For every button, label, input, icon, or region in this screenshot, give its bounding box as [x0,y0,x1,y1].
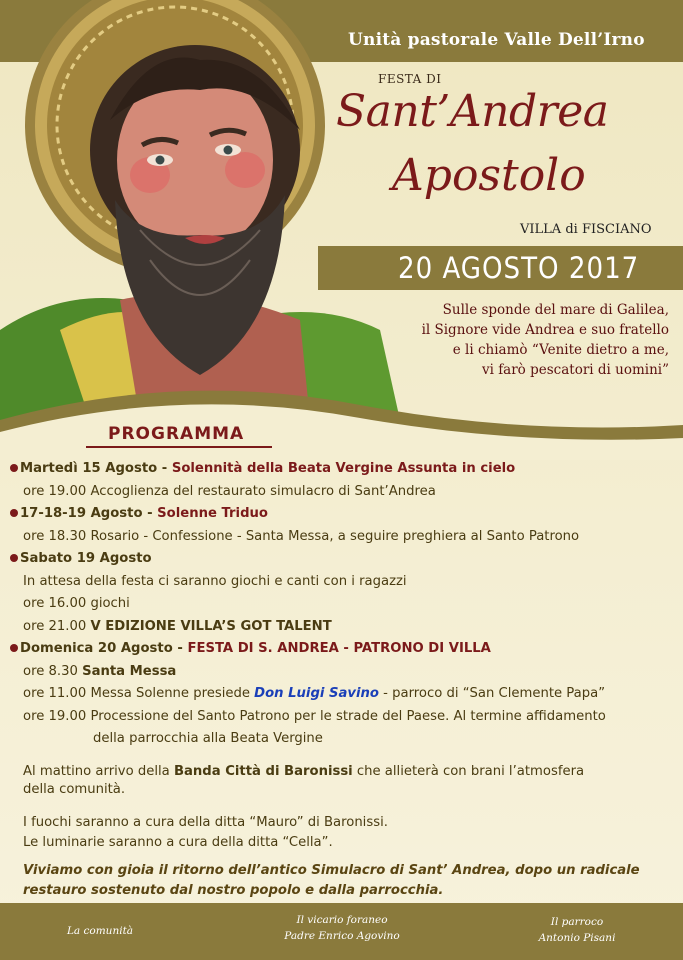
day-event: Solenne Triduo [157,506,268,521]
time: ore 21.00 [23,618,87,634]
event-date: 20 AGOSTO 2017 [398,251,640,285]
program-line: ore 18.30 Rosario - Confessione - Santa Messa, a seguire preghiera al Santo Patrono [23,528,580,544]
band-name: Banda Città di Baronissi [173,763,353,779]
program-day-2 [10,503,678,526]
program-title-underline [86,446,272,448]
place-label [520,222,652,237]
signature-role: Il parroco [550,916,604,928]
signature-name: Antonio Pisani [538,932,616,944]
bullet-icon [10,509,18,517]
signature-role: Il vicario foraneo [296,914,388,926]
time: ore 8.30 [23,663,78,679]
text: Processione del Santo Patrono per le strade del Paese. Al termine affidamento [90,708,606,724]
fireworks-note: I fuochi saranno a cura della ditta “Mauro” di Baronissi. [23,814,388,830]
day-date: Martedì 15 Agosto - [20,461,172,476]
program-highlight: V EDIZIONE VILLA’S GOT TALENT [90,618,332,634]
bullet-icon [10,464,18,472]
signature-community: La comunità [66,925,134,937]
program-line-continued: della parrocchia alla Beata Vergine [93,731,323,746]
decorative-wave [0,380,683,460]
quote-line: il Signore vide Andrea e suo fratello [421,322,669,338]
program-line [10,683,678,706]
title-sant-andrea: Sant’Andrea [336,86,609,137]
program-line [10,661,678,684]
celebrant-name: Don Luigi Savino [254,686,379,701]
title-apostolo: Apostolo [392,150,586,201]
day-date: Domenica 20 Agosto - [20,641,188,656]
time: ore 19.00 [23,708,87,724]
band-note-continued: della comunità. [23,782,126,797]
program-line: In attesa della festa ci saranno giochi e canti con i ragazzi [23,573,407,589]
lights-note: Le luminarie saranno a cura della ditta “Cella”. [23,835,333,850]
text: che allieterà con brani l’atmosfera [352,763,585,779]
bullet-icon [10,644,18,652]
day-event: Solennità della Beata Vergine Assunta in cielo [171,461,516,476]
signature-name: Padre Enrico Agovino [284,930,400,942]
place-prefix: VILLA [520,222,562,237]
program-line: ore 16.00 giochi [23,596,130,611]
time: ore 11.00 [23,686,87,701]
bullet-icon [10,554,18,562]
program-day-4 [10,638,678,661]
day-date: 17-18-19 Agosto - [20,506,158,521]
day-date: Sabato 19 Agosto [20,551,152,566]
quote-line: Sulle sponde del mare di Galilea, [442,302,669,318]
program-list [10,458,678,901]
quote-line: vi farò pescatori di uomini” [481,362,669,378]
program-line: ore 19.00 Accoglienza del restaurato simulacro di Sant’Andrea [23,483,436,499]
place-town: FISCIANO [581,222,652,237]
signature-parish-priest [512,914,642,946]
day-event: FESTA DI S. ANDREA - PATRONO DI VILLA [187,641,491,656]
place-di: di [565,222,578,237]
program-day-3 [10,548,678,571]
signature-vicar [262,912,422,944]
text: - parroco di “San Clemente Papa” [378,686,606,701]
text: Messa Solenne presiede [90,686,255,701]
program-highlight: Santa Messa [82,663,177,679]
program-day-1 [10,458,678,481]
text: Al mattino arrivo della [23,763,174,779]
festa-di-label: FESTA DI [378,72,442,86]
program-line [10,706,678,729]
closing-statement: Viviamo con gioia il ritorno dell’antico Simulacro di Sant’ Andrea, dopo un radicale restauro sostenuto dal nostro popolo e dalla parrocchia. [23,862,640,898]
gospel-quote [339,300,669,380]
program-line [10,616,678,639]
program-title: PROGRAMMA [108,424,245,444]
pastoral-unit-title: Unità pastorale Valle Dell’Irno [348,30,645,50]
quote-line: e li chiamò “Venite dietro a me, [452,342,669,358]
